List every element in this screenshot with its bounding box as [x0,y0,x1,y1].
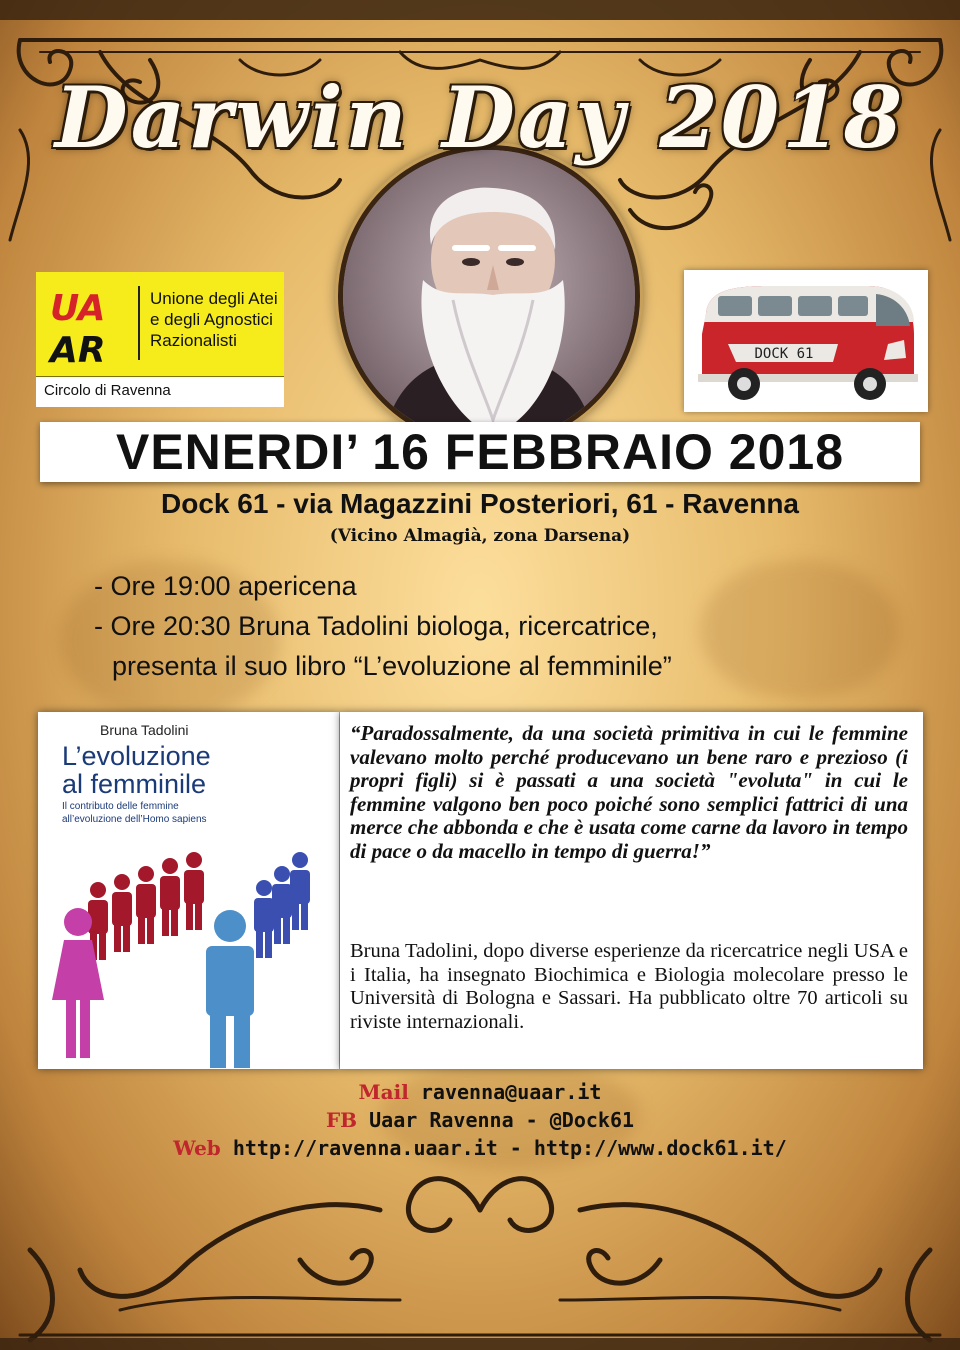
dock61-bus-photo [684,270,928,412]
author-bio: Bruna Tadolini, dopo diverse esperienze da ricercatrice negli USA e i Italia, ha insegnato Biochimica e Biologia molecolare presso le Università di Bologna e Sassari. Ha pubblicato oltre 70 articoli su riviste internazionali. [350,940,908,1033]
uaar-logo [36,272,284,406]
facebook-link[interactable]: Uaar Ravenna - @Dock61 [369,1108,635,1132]
venue-address: Dock 61 - via Magazzini Posteriori, 61 - Ravenna [161,488,799,519]
quote-box [340,712,923,1069]
uaar-mark [46,282,126,368]
event-date: VENERDI’ 16 FEBBRAIO 2018 [115,424,845,480]
paper-stain [700,560,900,700]
mail-link[interactable]: ravenna@uaar.it [420,1080,602,1104]
darwin-portrait [338,145,640,447]
circolo-label: Circolo di Ravenna [44,382,171,399]
svg-text:UA: UA [50,288,106,329]
poster-title: Darwin Day 2018 [54,68,906,167]
book-title: L’evoluzione al femminile [62,741,211,799]
date-banner [40,422,920,482]
contact-web: Web http://ravenna.uaar.it - http://www.dock61.it/ [173,1136,787,1160]
book-cover [38,712,339,1069]
web-links[interactable]: http://ravenna.uaar.it - http://www.dock61.it/ [232,1136,787,1160]
program-item: - Ore 20:30 Bruna Tadolini biologa, ricercatrice, [94,611,658,641]
contact-fb: FB Uaar Ravenna - @Dock61 [325,1108,635,1132]
svg-text:AR: AR [50,330,106,368]
uaar-name: Unione degli Atei e degli Agnostici Razionalisti [150,289,278,350]
program-item: presenta il suo libro “L’evoluzione al femminile” [112,651,672,681]
book-author: Bruna Tadolini [100,722,189,738]
contact-mail: Mail ravenna@uaar.it [358,1080,602,1104]
bus-label: DOCK 61 [754,346,814,362]
program-item: - Ore 19:00 apericena [94,571,357,601]
bottom-ornament [0,1150,960,1350]
book-subtitle: Il contributo delle femmine all’evoluzione dell’Homo sapiens [62,801,207,825]
book-cover-figures [38,832,339,1069]
contacts [0,1078,960,1162]
venue-note: (Vicino Almagià, zona Darsena) [329,526,631,546]
book-quote: “Paradossalmente, da una società primitiva in cui le femmine valevano molto perché producevano un bene raro e prezioso (i propri figli) si è passati a una società "evoluta" in cui le femmine valgono ben poco poiché sono semplici fattrici di una merce che abbonda e che è usata come carne da lavoro in tempo di pace o da macello in tempo di guerra!” [350,721,908,863]
program-list [94,566,672,686]
